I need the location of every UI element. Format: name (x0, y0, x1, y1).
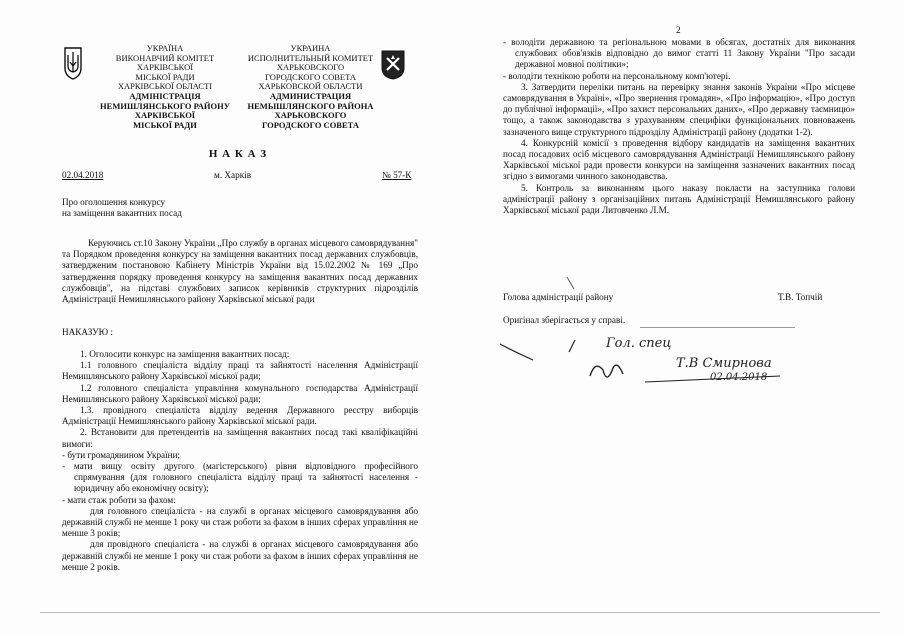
original-note: Оригінал зберігається у справі. (503, 315, 626, 325)
doc-subject (62, 197, 322, 219)
header-ru-line: ХАРЬКОВСКОЙ ОБЛАСТИ (258, 81, 363, 92)
signature-name: Т.В. Топчій (778, 292, 823, 302)
order-item: - мати вищу освіту другого (магістерського) рівня відповідного професійного спрямування (для головного спеціаліста відділу праці та зайнятості населення - юридичну або економічну освіту); (62, 461, 418, 494)
trident-emblem-icon (63, 46, 83, 80)
preamble-paragraph: Керуючись ст.10 Закону України „Про службу в органах місцевого самоврядування" та Порядком проведення конкурсу на заміщення вакантних посад державних службовців, затвердженим постановою Кабінету Міністрів України від 15.02.2002 № 169 „Про затвердження порядку проведення конкурсу на заміщення вакантних посад державних службовців", на підставі службових записок керівників структурних підрозділів Адміністрації Немишлянського району Харківської міської ради (62, 238, 418, 305)
header-ua-line: МІСЬКОЇ РАДИ (135, 71, 195, 82)
order-item: - володіти державною та регіональною мовами в обсягах, достатніх для виконання службових обов'язків відповідно до вимог статті 11 Закону України "Про засади державної мовної політики»; (503, 37, 855, 70)
header-ua-line: НЕМИШЛЯНСЬКОГО РАЙОНУ (100, 100, 230, 111)
header-ru-line: ГОРОДСКОГО СОВЕТА (261, 119, 360, 130)
order-item: 1.1 головного спеціаліста відділу праці та зайнятості населення Адміністрації Немишлянського району Харківської міської ради; (62, 360, 418, 382)
doc-date: 02.04.2018 (62, 170, 104, 180)
header-ua-line: ХАРКІВСЬКОЇ (136, 62, 194, 73)
order-item: 3. Затвердити переліки питань на перевірку знання законів України «Про місцеве самоврядування в Україні», «Про звернення громадян», «Про інформацію», «Про доступ до публічної інформації», «Про захист персональних даних», «Про державну таємницю» тощо, а також законодавства з урахуванням специфіки функціональних повноважень зазначеного вище структурного підрозділу Адміністрації району (додатки 1-2). (503, 81, 855, 137)
header-ua-line: ВИКОНАВЧИЙ КОМІТЕТ (115, 52, 215, 63)
header-ua-line: АДМІНІСТРАЦІЯ (129, 90, 201, 101)
header-ru-line: ГОРОДСКОГО СОВЕТА (265, 71, 356, 82)
order-item: 1.2 головного спеціаліста управління комунального господарства Адміністрації Немишлянського району Харківської міської ради; (62, 382, 418, 404)
subject-line: на заміщення вакантних посад (62, 208, 182, 219)
kharkiv-coat-of-arms-icon (381, 50, 405, 80)
subject-line: Про оголошення конкурсу (62, 197, 165, 207)
header-ua-line: МІСЬКОЇ РАДИ (133, 119, 197, 130)
order-items-right (503, 37, 855, 216)
dotted-rule (640, 327, 795, 328)
doc-number: № 57-К (382, 170, 412, 180)
order-items-left (62, 349, 418, 573)
header-ukrainian (90, 44, 240, 130)
order-item: 5. Контроль за виконанням цього наказу покласти на заступника голови адміністрації району з організаційних питань Адміністрації Немишлянського району Харківської міської ради Литовченко Л.М. (503, 182, 855, 216)
order-word: НАКАЗУЮ : (62, 327, 113, 337)
order-item: 4. Конкурсній комісії з проведення відбору кандидатів на заміщення вакантних посад посадових осіб місцевого самоврядування Адміністрації Немишлянського району Харківської міської ради провести конкурси на заміщення зазначених вакантних посад згідно з вимогами чинного законодавства. (503, 137, 855, 182)
scan-edge (40, 612, 880, 613)
header-ru-line: УКРАИНА (290, 43, 331, 53)
order-item: - бути громадянином України; (62, 449, 181, 460)
header-ua-line: ХАРКІВСЬКОЇ ОБЛАСТІ (117, 81, 213, 92)
header-ua-line: УКРАЇНА (146, 43, 184, 53)
order-item: 1. Оголосити конкурс на заміщення вакантних посад: (80, 349, 290, 359)
header-ru-line: ХАРЬКОВСКОГО (276, 62, 345, 73)
order-item: 1.3. провідного спеціаліста відділу ведення Державного реєстру виборців Адміністрації Немишлянського району Харківської міської ради. (62, 405, 418, 427)
header-ru-line: ИСПОЛНИТЕЛЬНЫЙ КОМИТЕТ (247, 52, 374, 63)
page-number: 2 (676, 25, 681, 35)
header-russian (238, 44, 383, 130)
order-item: - мати стаж роботи за фахом: (62, 494, 176, 505)
doc-type-title: Н А К А З (208, 148, 268, 160)
order-item: для головного спеціаліста - на службі в органах місцевого самоврядування або державній службі не менше 1 року чи стаж роботи за фахом в інших сферах управління не менше 3 років; (62, 505, 418, 539)
header-ru-line: НЕМЫШЛЯНСКОГО РАЙОНА (247, 100, 374, 111)
handwritten-position: Гол. спец (606, 336, 672, 351)
order-item: - володіти технікою роботи на персональному комп'ютері. (503, 70, 731, 81)
doc-city: м. Харків (214, 170, 252, 180)
handwritten-date: 02.04.2018 (710, 372, 768, 383)
order-item: 2. Встановити для претендентів на заміщення вакантних посад такі кваліфікаційні вимоги: (62, 427, 418, 449)
order-item: для провідного спеціаліста - на службі в органах місцевого самоврядування або державній службі не менше 1 року чи стаж роботи за фахом в інших сферах управління не менше 2 років. (62, 539, 418, 572)
header-ru-line: АДМИНИСТРАЦИЯ (269, 90, 352, 101)
header-ua-line: ХАРКІВСЬКОЇ (134, 110, 196, 121)
header-ru-line: ХАРЬКОВСКОГО (274, 110, 347, 121)
handwritten-name: Т.В Смирнова (676, 356, 772, 371)
signature-position: Голова адміністрації району (503, 292, 614, 302)
